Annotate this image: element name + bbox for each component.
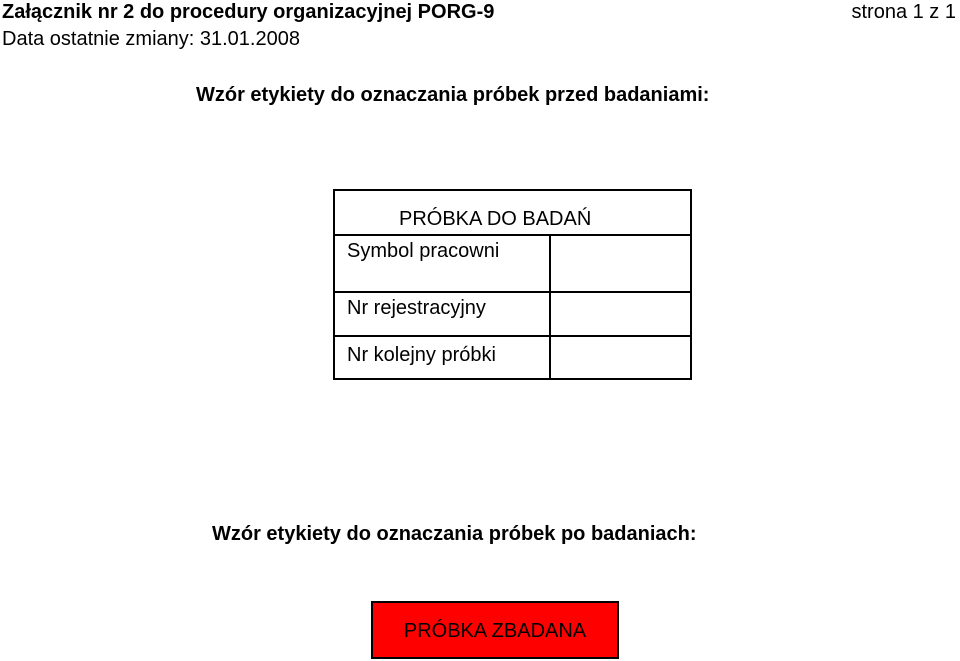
label-row-label: Nr kolejny próbki bbox=[335, 337, 551, 378]
label-row-sample-number bbox=[335, 337, 690, 378]
label-row-registration-number bbox=[335, 293, 690, 337]
label-row-lab-symbol bbox=[335, 236, 690, 293]
label-row-value bbox=[551, 337, 690, 378]
document-title: Załącznik nr 2 do procedury organizacyjnej PORG-9 bbox=[2, 1, 495, 23]
sample-label-before-testing bbox=[333, 189, 692, 380]
label-row-label: Symbol pracowni bbox=[335, 236, 551, 291]
label-row-label: Nr rejestracyjny bbox=[335, 293, 551, 335]
sample-label-after-testing: PRÓBKA ZBADANA bbox=[371, 601, 619, 659]
label-title: PRÓBKA DO BADAŃ bbox=[335, 191, 690, 236]
last-modified-date: Data ostatnie zmiany: 31.01.2008 bbox=[2, 28, 300, 50]
label-row-value bbox=[551, 236, 690, 291]
label-row-value bbox=[551, 293, 690, 335]
page-number: strona 1 z 1 bbox=[851, 1, 956, 23]
heading-label-before-testing: Wzór etykiety do oznaczania próbek przed badaniami: bbox=[196, 84, 710, 106]
heading-label-after-testing: Wzór etykiety do oznaczania próbek po badaniach: bbox=[212, 523, 697, 545]
